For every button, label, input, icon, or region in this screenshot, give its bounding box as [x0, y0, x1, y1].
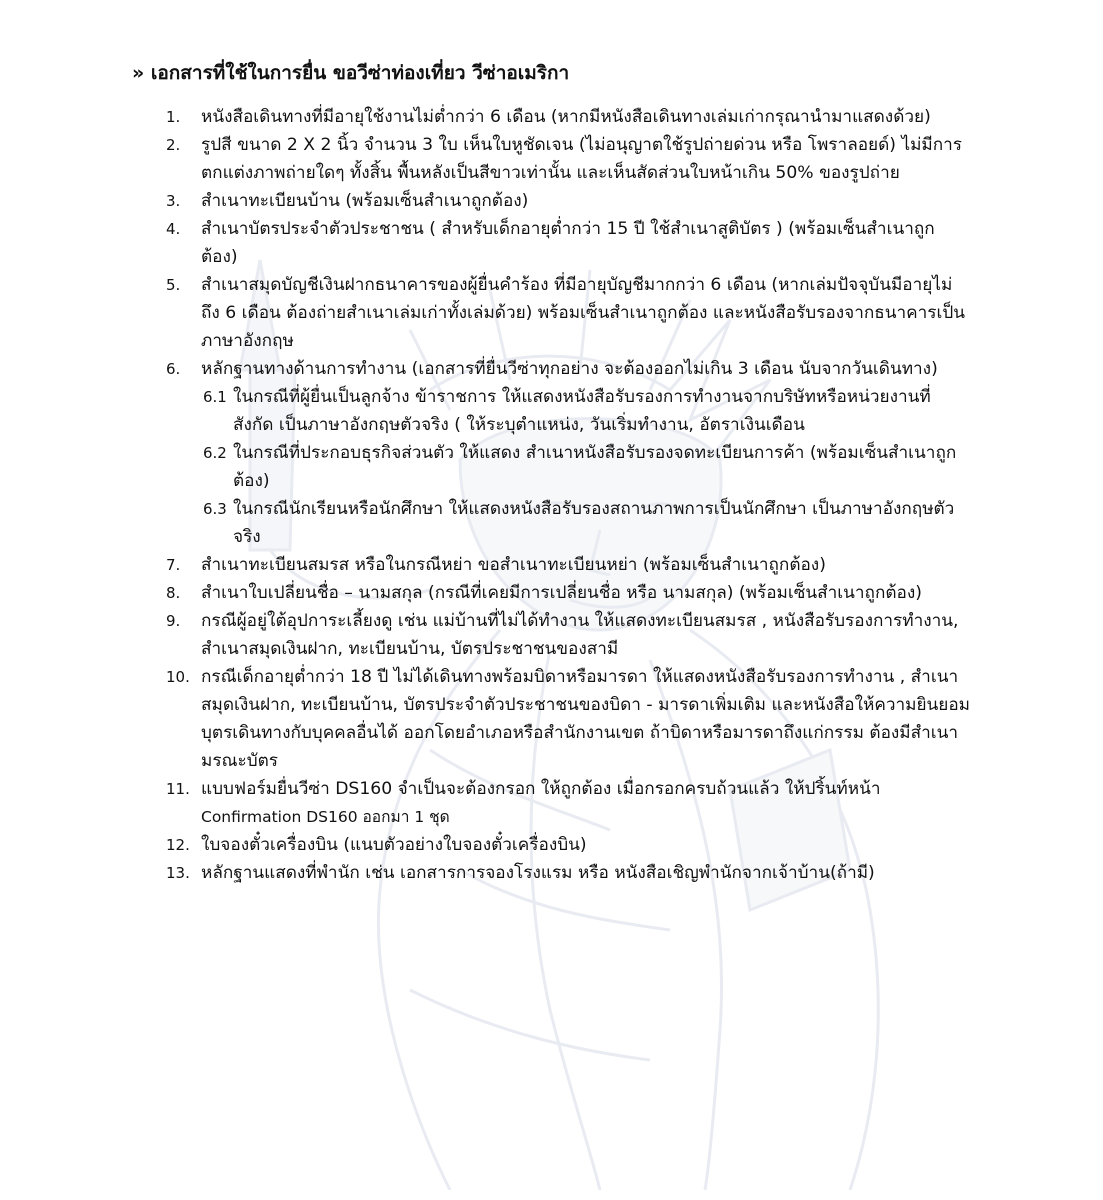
- list-item: [166, 103, 971, 131]
- list-item-text: แบบฟอร์มยื่นวีซ่า DS160 จำเป็นจะต้องกรอก ให้ถูกต้อง เมื่อกรอกครบถ้วนแล้ว ให้ปริ้นท์หน้า: [201, 779, 881, 799]
- sub-item: [203, 383, 971, 439]
- sub-item-text: ในกรณีที่ประกอบธุรกิจส่วนตัว ให้แสดง สำเนาหนังสือรับรองจดทะเบียนการค้า (พร้อมเซ็นสำเนาถูกต้อง): [233, 443, 957, 491]
- list-item-text: หลักฐานแสดงที่พำนัก เช่น เอกสารการจองโรงแรม หรือ หนังสือเชิญพำนักจากเจ้าบ้าน(ถ้ามี): [201, 863, 875, 883]
- sub-item-text: ในกรณีที่ผู้ยื่นเป็นลูกจ้าง ข้าราชการ ให้แสดงหนังสือรับรองการทำงานจากบริษัทหรือหน่วยงานที่สังกัด เป็นภาษาอังกฤษตัวจริง ( ให้ระบุตำแหน่ง, วันเริ่มทำงาน, อัตราเงินเดือน: [233, 387, 931, 435]
- list-item-text: สำเนาใบเปลี่ยนชื่อ – นามสกุล (กรณีที่เคยมีการเปลี่ยนชื่อ หรือ นามสกุล) (พร้อมเซ็นสำเนาถูกต้อง): [201, 583, 922, 603]
- list-item-number: 1.: [166, 108, 181, 126]
- list-item-text: กรณีผู้อยู่ใต้อุปการะเลี้ยงดู เช่น แม่บ้านที่ไม่ได้ทำงาน ให้แสดงทะเบียนสมรส , หนังสือรับรองการทำงาน, สำเนาสมุดเงินฝาก, ทะเบียนบ้าน, บัตรประชาชนของสามี: [201, 611, 959, 659]
- list-item-number: 13.: [166, 864, 190, 882]
- list-item-number: 2.: [166, 136, 181, 154]
- list-item-number: 3.: [166, 192, 181, 210]
- list-item-text-continuation: Confirmation DS160 ออกมา 1 ชุด: [201, 808, 450, 826]
- list-item-number: 6.: [166, 360, 181, 378]
- sub-item-number: 6.2: [203, 444, 227, 462]
- list-item: [166, 859, 971, 887]
- list-item-number: 10.: [166, 668, 190, 686]
- sub-item-number: 6.3: [203, 500, 227, 518]
- list-item-text: หนังสือเดินทางที่มีอายุใช้งานไม่ต่ำกว่า 6 เดือน (หากมีหนังสือเดินทางเล่มเก่ากรุณานำมาแสดงด้วย): [201, 107, 931, 127]
- list-item: [166, 579, 971, 607]
- list-item: [166, 215, 971, 271]
- sub-item-number: 6.1: [203, 388, 227, 406]
- list-item: [166, 663, 971, 775]
- page-title: » เอกสารที่ใช้ในการยื่น ขอวีซ่าท่องเที่ยว วีซ่าอเมริกา: [132, 62, 570, 84]
- list-item: [166, 187, 971, 215]
- list-item-text: กรณีเด็กอายุต่ำกว่า 18 ปี ไม่ได้เดินทางพร้อมบิดาหรือมารดา ให้แสดงหนังสือรับรองการทำงาน , สำเนาสมุดเงินฝาก, ทะเบียนบ้าน, บัตรประจำตัวประชาชนของบิดา - มารดาเพิ่มเติม และหนังสือให้ความยินยอมบุตรเดินทางกับบุคคลอื่นได้ ออกโดยอำเภอหรือสำนักงานเขต ถ้าบิดาหรือมารดาถึงแก่กรรม ต้องมีสำเนามรณะบัตร: [201, 667, 970, 771]
- list-item-number: 9.: [166, 612, 181, 630]
- list-item-text: หลักฐานทางด้านการทำงาน (เอกสารที่ยื่นวีซ่าทุกอย่าง จะต้องออกไม่เกิน 3 เดือน นับจากวันเดินทาง): [201, 359, 938, 379]
- list-item: [166, 607, 971, 663]
- list-item-number: 11.: [166, 780, 190, 798]
- list-item-text: สำเนาสมุดบัญชีเงินฝากธนาคารของผู้ยื่นคำร้อง ที่มีอายุบัญชีมากกว่า 6 เดือน (หากเล่มปัจจุบันมีอายุไม่ถึง 6 เดือน ต้องถ่ายสำเนาเล่มเก่าทั้งเล่มด้วย) พร้อมเซ็นสำเนาถูกต้อง และหนังสือรับรองจากธนาคารเป็นภาษาอังกฤษ: [201, 275, 966, 351]
- list-item-text: สำเนาทะเบียนสมรส หรือในกรณีหย่า ขอสำเนาทะเบียนหย่า (พร้อมเซ็นสำเนาถูกต้อง): [201, 555, 826, 575]
- list-item: [166, 355, 971, 551]
- list-item-text: สำเนาบัตรประจำตัวประชาชน ( สำหรับเด็กอายุต่ำกว่า 15 ปี ใช้สำเนาสูติบัตร ) (พร้อมเซ็นสำเนาถูกต้อง): [201, 219, 935, 267]
- list-item-number: 7.: [166, 556, 181, 574]
- list-item-number: 4.: [166, 220, 181, 238]
- list-item-text: รูปสี ขนาด 2 X 2 นิ้ว จำนวน 3 ใบ เห็นใบหูชัดเจน (ไม่อนุญาตใช้รูปถ่ายด่วน หรือ โพราลอยด์) ไม่มีการตกแต่งภาพถ่ายใดๆ ทั้งสิ้น พื้นหลังเป็นสีขาวเท่านั้น และเห็นสัดส่วนใบหน้าเกิน 50% ของรูปถ่าย: [201, 135, 963, 183]
- list-item: [166, 775, 971, 831]
- list-item: [166, 831, 971, 859]
- list-item-number: 8.: [166, 584, 181, 602]
- sub-item-text: ในกรณีนักเรียนหรือนักศึกษา ให้แสดงหนังสือรับรองสถานภาพการเป็นนักศึกษา เป็นภาษาอังกฤษตัวจริง: [233, 499, 955, 547]
- list-item: [166, 131, 971, 187]
- sub-item: [203, 439, 971, 495]
- list-item-text: สำเนาทะเบียนบ้าน (พร้อมเซ็นสำเนาถูกต้อง): [201, 191, 529, 211]
- list-item-text: ใบจองตั๋วเครื่องบิน (แนบตัวอย่างใบจองตั๋วเครื่องบิน): [201, 835, 587, 855]
- list-item-number: 12.: [166, 836, 190, 854]
- list-item: [166, 271, 971, 355]
- list-item: [166, 551, 971, 579]
- sub-item: [203, 495, 971, 551]
- list-item-number: 5.: [166, 276, 181, 294]
- requirements-list: [166, 103, 971, 887]
